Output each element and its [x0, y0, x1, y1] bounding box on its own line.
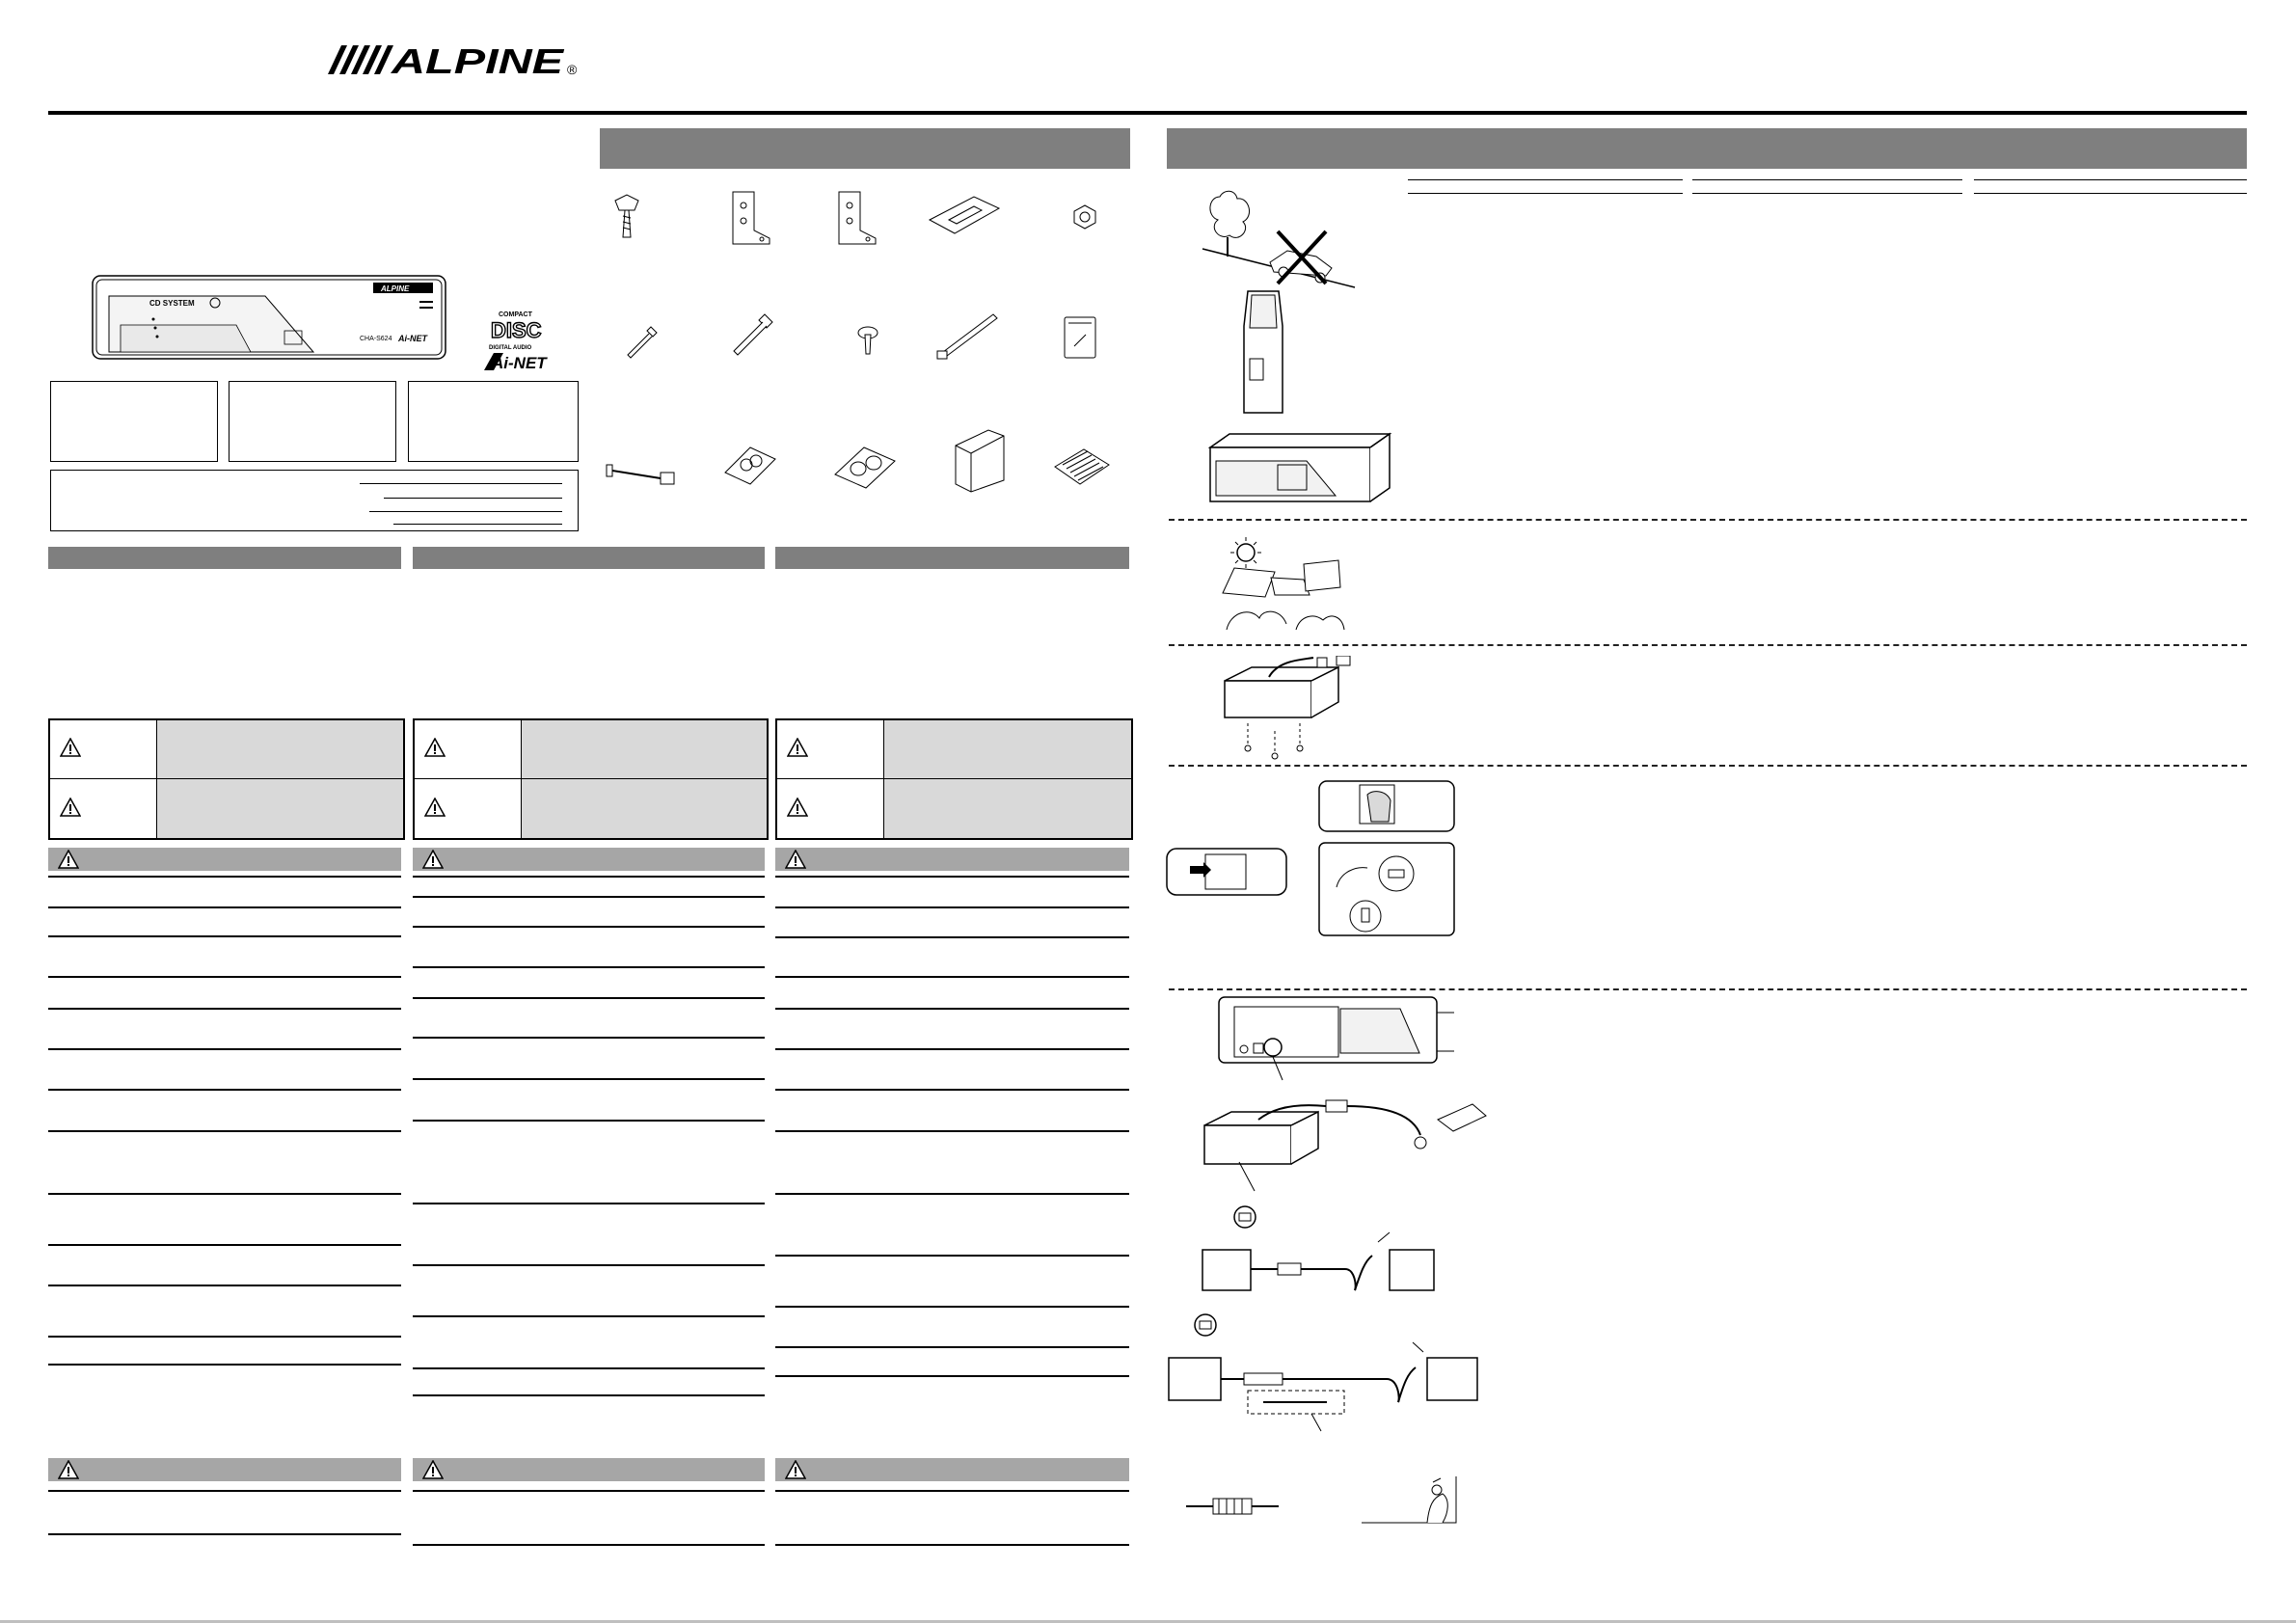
- unit-to-head-connection-illustration: [1201, 1204, 1437, 1292]
- warning-item-rule: [48, 1048, 401, 1050]
- warning-item-rule: [413, 926, 765, 928]
- record-line-1: [360, 483, 562, 484]
- cable-tie-icon: [935, 309, 1003, 362]
- alpine-logo: [328, 43, 588, 76]
- owner-record-box: [50, 470, 579, 531]
- caution-item-rule: [48, 1490, 401, 1492]
- warning-item-rule: [775, 906, 1129, 908]
- warning-item-rule: [775, 876, 1129, 878]
- cushion-icon: [831, 444, 899, 492]
- warning-item-rule: [775, 1255, 1129, 1257]
- caution-triangle-icon: [60, 798, 81, 822]
- warning-item-rule: [48, 1008, 401, 1010]
- warning-item-rule: [48, 876, 401, 878]
- warning-item-rule: [48, 1285, 401, 1286]
- cd-system-text: CD SYSTEM: [149, 299, 195, 308]
- warning-item-rule: [413, 997, 765, 999]
- caution-bar-col1: [48, 1458, 401, 1481]
- warning-item-rule: [413, 1367, 765, 1369]
- warning-triangle-icon: [58, 1460, 79, 1484]
- caution-item-rule: [413, 1490, 765, 1492]
- warning-box-col1: [48, 718, 405, 840]
- warning-item-rule: [413, 1315, 765, 1317]
- warning-triangle-icon: [422, 1460, 444, 1484]
- connector-detail-illustration: [1184, 1485, 1281, 1524]
- warning-item-rule: [775, 1375, 1129, 1377]
- warning-item-rule: [775, 1193, 1129, 1195]
- warning-item-rule: [48, 1244, 401, 1246]
- spec-col-rule-2b: [1692, 193, 1962, 194]
- caution-item-rule: [775, 1490, 1129, 1492]
- mounting-screws-illustration: [1217, 656, 1362, 762]
- column-2-header-bar: [413, 547, 765, 569]
- record-line-2: [384, 498, 562, 499]
- warning-triangle-icon: [58, 850, 79, 874]
- warning-triangle-icon: [785, 1460, 806, 1484]
- warning-item-rule: [48, 976, 401, 978]
- warning-item-rule: [775, 1048, 1129, 1050]
- front-brand-text: ALPINE: [381, 284, 410, 293]
- bag-icon: [1061, 313, 1099, 362]
- section-separator: [1169, 765, 2247, 767]
- warning-item-rule: [413, 1394, 765, 1396]
- warning-triangle-icon: [60, 738, 81, 762]
- washer-screw-icon: [853, 323, 882, 357]
- horizontal-unit-illustration: [1201, 432, 1393, 504]
- warning-item-rule: [775, 1306, 1129, 1308]
- caution-item-rule: [775, 1544, 1129, 1546]
- warning-item-rule: [413, 1120, 765, 1122]
- front-panel-switch-illustration: [1217, 995, 1458, 1082]
- caution-triangle-icon: [787, 798, 808, 822]
- disc-logo-top: COMPACT: [499, 311, 532, 318]
- warning-item-rule: [775, 1346, 1129, 1348]
- bracket-icon: [831, 188, 879, 246]
- registered-mark: ®: [567, 62, 578, 76]
- info-box-3: [408, 381, 579, 462]
- installation-header-bar: [1167, 128, 2247, 169]
- section-separator: [1169, 519, 2247, 521]
- info-box-1: [50, 381, 218, 462]
- accessories-header-bar: [600, 128, 1130, 169]
- warning-item-rule: [775, 1089, 1129, 1091]
- warning-box-col2: [413, 718, 769, 840]
- heat-warning-illustration: [1217, 535, 1347, 632]
- compact-disc-logo: [487, 309, 545, 351]
- caution-bar-col3: [775, 1458, 1129, 1481]
- warning-item-rule: [413, 1203, 765, 1204]
- warning-item-rule: [413, 896, 765, 898]
- vertical-unit-illustration: [1234, 287, 1292, 418]
- spec-col-rule-2: [1692, 179, 1962, 180]
- section-separator: [1169, 988, 2247, 990]
- disc-logo-bottom: DIGITAL AUDIO: [489, 345, 532, 351]
- eject-magazine-illustration: [1317, 779, 1457, 938]
- record-line-3: [369, 511, 562, 512]
- warning-item-rule: [48, 1130, 401, 1132]
- ainet-logo: [482, 351, 550, 372]
- front-model-text: CHA-S624: [360, 336, 392, 342]
- warning-item-rule: [413, 876, 765, 878]
- warning-triangle-icon: [787, 738, 808, 762]
- caution-bar-col2: [413, 1458, 765, 1481]
- warning-item-rule: [413, 1078, 765, 1080]
- pad-icon: [1051, 446, 1111, 489]
- cd-changer-front-illustration: [92, 275, 448, 362]
- brand-logo-text: ALPINE: [390, 43, 565, 76]
- warning-item-rule: [48, 1336, 401, 1338]
- caution-item-rule: [48, 1533, 401, 1535]
- spec-col-rule-1b: [1408, 193, 1683, 194]
- warning-item-rule: [48, 935, 401, 937]
- plate-icon: [926, 193, 1003, 236]
- cable-icon: [603, 453, 680, 492]
- warning-item-rule: [775, 936, 1129, 938]
- warning-item-rule: [48, 906, 401, 908]
- extension-cable-illustration: [1167, 1313, 1480, 1439]
- caution-item-rule: [413, 1544, 765, 1546]
- ainet-logo-text: Ai-NET: [492, 354, 547, 372]
- top-rule: [48, 111, 2247, 115]
- cushion-icon: [721, 444, 779, 487]
- bolt-icon: [622, 323, 661, 362]
- warning-triangle-icon: [785, 850, 806, 874]
- warning-bar-col2: [413, 848, 765, 871]
- warning-bar-col3: [775, 848, 1129, 871]
- warning-triangle-icon: [424, 738, 446, 762]
- warning-bar-col1: [48, 848, 401, 871]
- spec-col-rule-1: [1408, 179, 1683, 180]
- warning-item-rule: [413, 966, 765, 968]
- column-3-header-bar: [775, 547, 1129, 569]
- info-box-2: [229, 381, 396, 462]
- column-1-header-bar: [48, 547, 401, 569]
- spec-col-rule-3b: [1974, 193, 2247, 194]
- warning-box-col3: [775, 718, 1133, 840]
- cover-icon: [950, 426, 1008, 494]
- warning-item-rule: [48, 1089, 401, 1091]
- record-line-4: [393, 524, 562, 525]
- caution-triangle-icon: [424, 798, 446, 822]
- spec-col-rule-3: [1974, 179, 2247, 180]
- clamp-detail-illustration: [1360, 1471, 1471, 1528]
- warning-item-rule: [775, 1130, 1129, 1132]
- warning-item-rule: [775, 976, 1129, 978]
- screw-icon: [608, 193, 646, 241]
- long-bolt-icon: [728, 311, 776, 359]
- disc-logo-main: DISC: [491, 318, 542, 342]
- warning-item-rule: [48, 1364, 401, 1366]
- warning-item-rule: [775, 1008, 1129, 1010]
- warning-item-rule: [413, 1264, 765, 1266]
- bracket-icon: [725, 188, 773, 246]
- nut-icon: [1070, 203, 1099, 231]
- magazine-unit-side-illustration: [1165, 847, 1288, 897]
- warning-item-rule: [413, 1037, 765, 1039]
- no-tilt-installation-illustration: [1201, 183, 1364, 289]
- warning-item-rule: [48, 1193, 401, 1195]
- cable-connection-illustration: [1201, 1095, 1490, 1196]
- warning-triangle-icon: [422, 850, 444, 874]
- section-separator: [1169, 644, 2247, 646]
- front-ainet-text: Ai-NET: [398, 334, 427, 343]
